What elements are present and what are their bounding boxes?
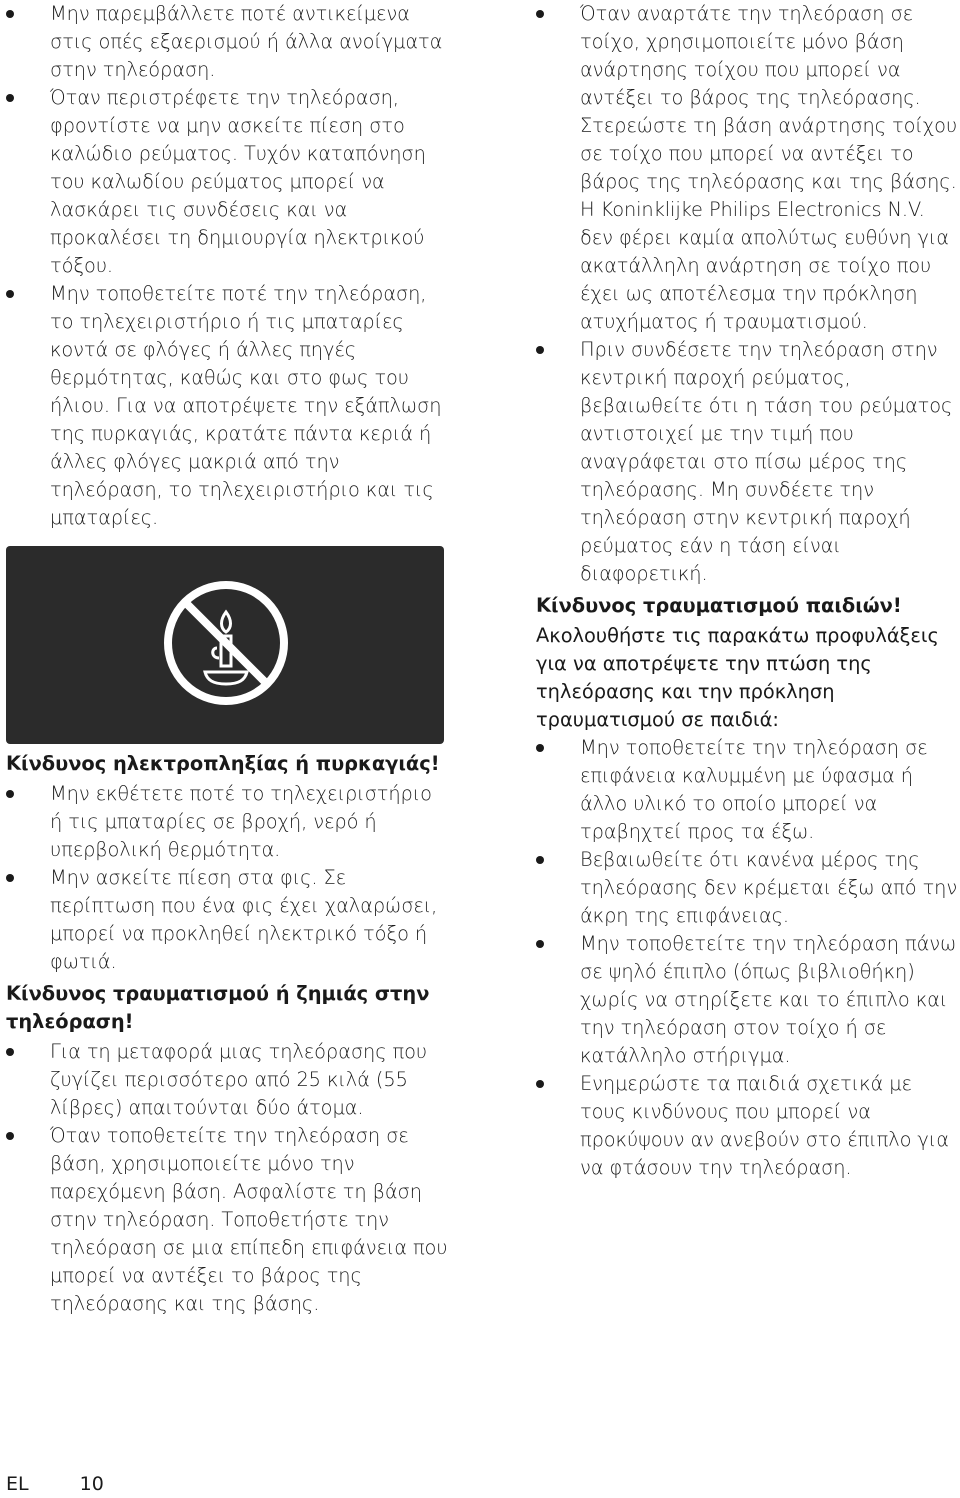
page-number: 10 [79, 1473, 104, 1495]
children-hazard-heading: Κίνδυνος τραυματισμού παιδιών! [536, 594, 902, 617]
list-item: Μην τοποθετείτε την τηλεόραση πάνω σε ψηλό έπιπλο (όπως βιβλιοθήκη) χωρίς να στηρίξετε και το έπιπλο και την τηλεόραση στον τοίχο ή σε κατάλληλο στήριγμα. [536, 930, 960, 1070]
list-item: Μην τοποθετείτε ποτέ την τηλεόραση, το τηλεχειριστήριο ή τις μπαταρίες κοντά σε φλόγες ή άλλες πηγές θερμότητας, καθώς και στο φως του ήλιου. Για να αποτρέψετε την εξάπλωση της πυρκαγιάς, κρατάτε πάντα κεριά ή άλλες φλόγες μακριά από την τηλεόραση, το τηλεχειριστήριο και τις μπαταρίες. [6, 280, 448, 532]
right-column [536, 0, 960, 1182]
children-hazard-list [536, 734, 960, 1182]
list-item: Μην τοποθετείτε την τηλεόραση σε επιφάνεια καλυμμένη με ύφασμα ή άλλο υλικό το οποίο μπορεί να τραβηχτεί προς τα έξω. [536, 734, 960, 846]
list-item: Ενημερώστε τα παιδιά σχετικά με τους κινδύνους που μπορεί να προκύψουν αν ανεβούν στο έπιπλο για να φτάσουν την τηλεόραση. [536, 1070, 960, 1182]
list-item: Βεβαιωθείτε ότι κανένα μέρος της τηλεόρασης δεν κρέμεται έξω από την άκρη της επιφάνειας. [536, 846, 960, 930]
damage-hazard-list [6, 1038, 448, 1318]
no-candle-icon [161, 578, 291, 708]
fire-hazard-heading: Κίνδυνος ηλεκτροπληξίας ή πυρκαγιάς! [6, 752, 440, 775]
language-code: EL [6, 1473, 29, 1495]
mount-list [536, 0, 960, 588]
page-footer [6, 1470, 104, 1498]
children-intro: Ακολουθήστε τις παρακάτω προφυλάξεις για να αποτρέψετε την πτώση της τηλεόρασης και την πρόκληση τραυματισμού σε παιδιά: [536, 624, 939, 731]
list-item: Όταν αναρτάτε την τηλεόραση σε τοίχο, χρησιμοποιείτε μόνο βάση ανάρτησης τοίχου που μπορεί να αντέξει το βάρος της τηλεόρασης. Στερεώστε τη βάση ανάρτησης τοίχου σε τοίχο που μπορεί να αντέξει το βάρος της τηλεόρασης και της βάσης. Η Koninklijke Philips Electronics N.V. δεν φέρει καμία απολύτως ευθύνη για ακατάλληλη ανάρτηση σε τοίχο που έχει ως αποτέλεσμα την πρόκληση ατυχήματος ή τραυματισμού. [536, 0, 960, 336]
fire-hazard-list [6, 780, 448, 976]
left-column [6, 0, 448, 1318]
no-candle-warning-image [6, 546, 444, 744]
list-item: Μην ασκείτε πίεση στα φις. Σε περίπτωση που ένα φις έχει χαλαρώσει, μπορεί να προκληθεί ηλεκτρικό τόξο ή φωτιά. [6, 864, 448, 976]
list-item: Όταν περιστρέφετε την τηλεόραση, φροντίστε να μην ασκείτε πίεση στο καλώδιο ρεύματος. Τυχόν καταπόνηση του καλωδίου ρεύματος μπορεί να λασκάρει τις συνδέσεις και να προκαλέσει τη δημιουργία ηλεκτρικού τόξου. [6, 84, 448, 280]
list-item: Πριν συνδέσετε την τηλεόραση στην κεντρική παροχή ρεύματος, βεβαιωθείτε ότι η τάση του ρεύματος αντιστοιχεί με την τιμή που αναγράφεται στο πίσω μέρος της τηλεόρασης. Μη συνδέετε την τηλεόραση στην κεντρική παροχή ρεύματος εάν η τάση είναι διαφορετική. [536, 336, 960, 588]
list-item: Μην παρεμβάλλετε ποτέ αντικείμενα στις οπές εξαερισμού ή άλλα ανοίγματα στην τηλεόραση. [6, 0, 448, 84]
list-item: Όταν τοποθετείτε την τηλεόραση σε βάση, χρησιμοποιείτε μόνο την παρεχόμενη βάση. Ασφαλίστε τη βάση στην τηλεόραση. Τοποθετήστε την τηλεόραση σε μια επίπεδη επιφάνεια που μπορεί να αντέξει το βάρος της τηλεόρασης και της βάσης. [6, 1122, 448, 1318]
damage-hazard-heading: Κίνδυνος τραυματισμού ή ζημιάς στην τηλεόραση! [6, 982, 430, 1033]
list-item: Μην εκθέτετε ποτέ το τηλεχειριστήριο ή τις μπαταρίες σε βροχή, νερό ή υπερβολική θερμότητα. [6, 780, 448, 864]
intro-list [6, 0, 448, 532]
list-item: Για τη μεταφορά μιας τηλεόρασης που ζυγίζει περισσότερο από 25 κιλά (55 λίβρες) απαιτούνται δύο άτομα. [6, 1038, 448, 1122]
